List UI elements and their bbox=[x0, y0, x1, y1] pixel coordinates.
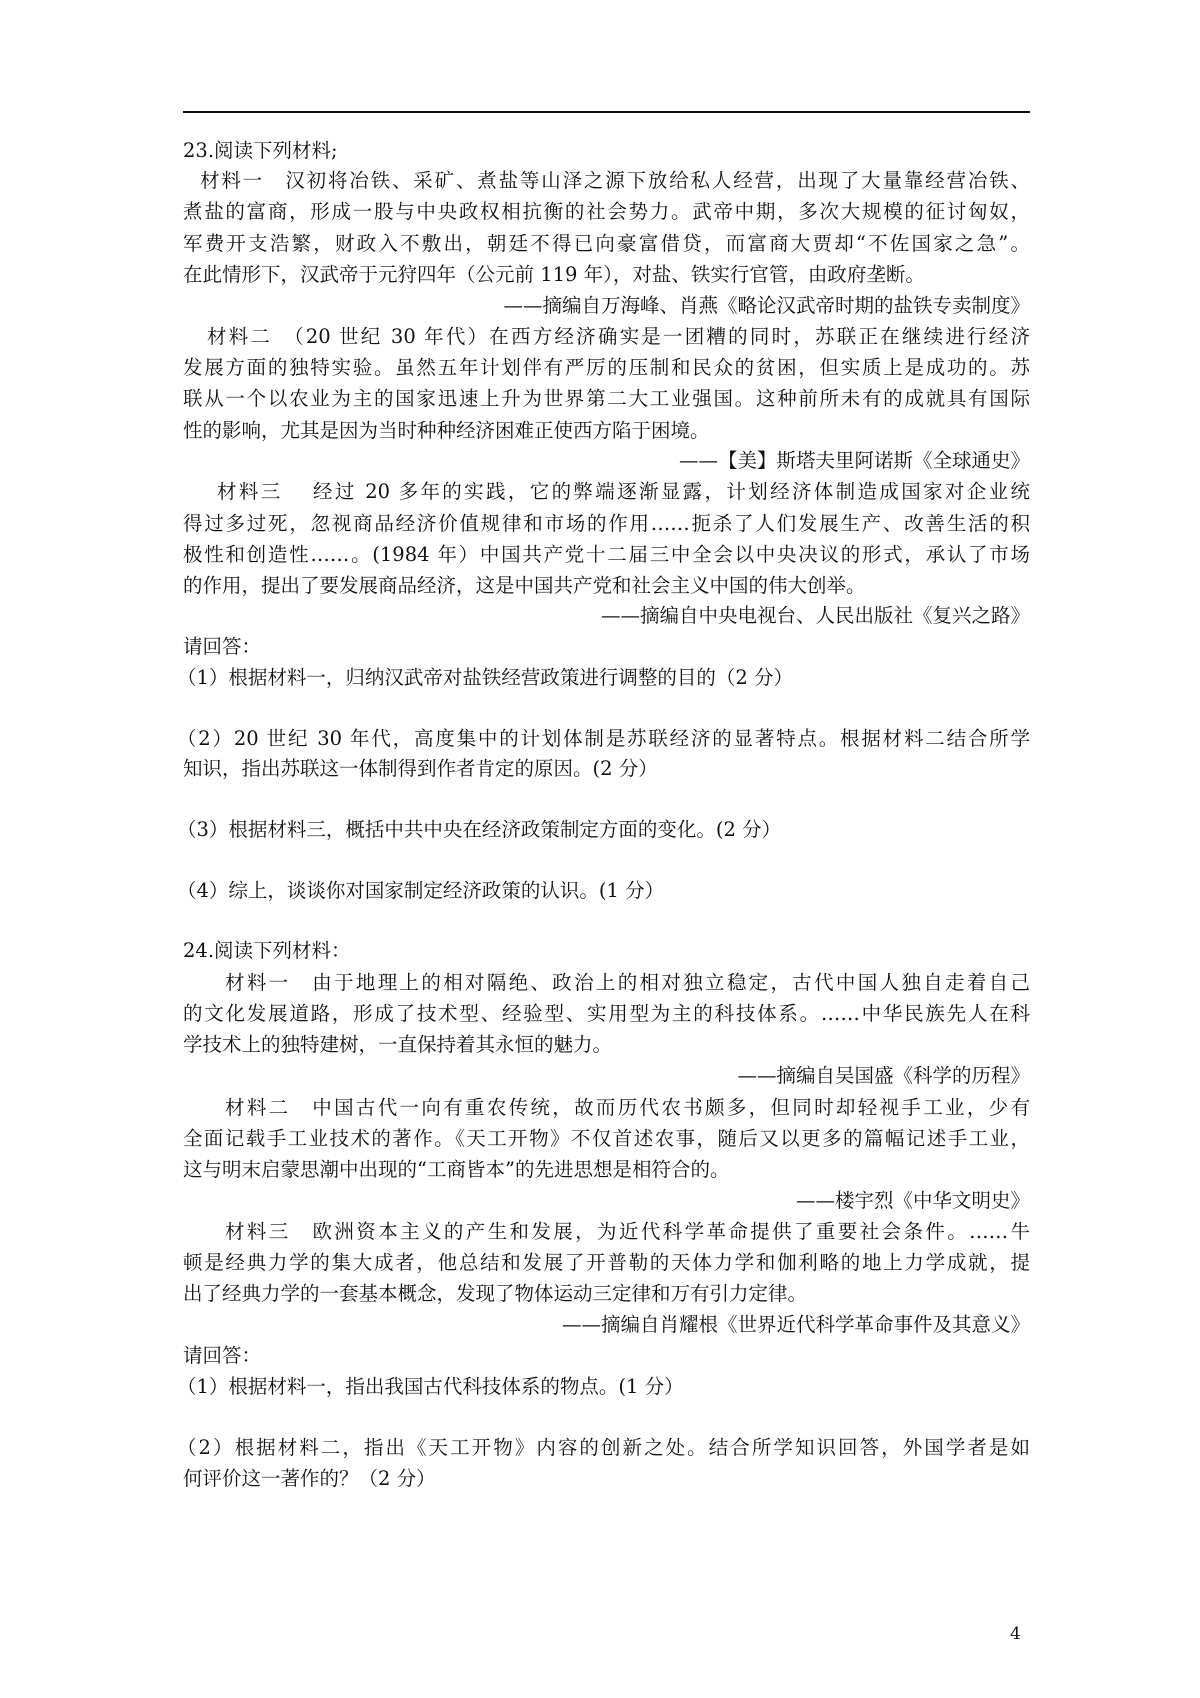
material-line: 材料一 由于地理上的相对隔绝、政治上的相对独立稳定，古代中国人独自走着自己 bbox=[225, 971, 1030, 994]
material-line: 得过多过死，忽视商品经济价值规律和市场的作用……扼杀了人们发展生产、改善生活的积 bbox=[183, 512, 1030, 535]
material-line: 出了经典力学的一套基本概念，发现了物体运动三定律和万有引力定律。 bbox=[183, 1282, 808, 1305]
material-line: 军费开支浩繁，财政入不敷出，朝廷不得已向豪富借贷，而富商大贾却“不佐国家之急”。 bbox=[183, 232, 1030, 255]
question-heading: 24.阅读下列材料： bbox=[183, 939, 351, 962]
material-line: 性的影响，尤其是因为当时种种经济困难正使西方陷于困境。 bbox=[183, 419, 710, 442]
material-line: 的文化发展道路，形成了技术型、经验型、实用型为主的科技体系。……中华民族先人在科 bbox=[183, 1002, 1030, 1025]
material-citation: ——摘编自中央电视台、人民出版社《复兴之路》 bbox=[600, 604, 1030, 627]
material-line: 全面记载手工业技术的著作。《天工开物》不仅首述农事，随后又以更多的篇幅记述手工业， bbox=[183, 1127, 1030, 1150]
sub-question: 知识，指出苏联这一体制得到作者肯定的原因。(2 分） bbox=[183, 757, 658, 780]
material-line: 材料三 经过 20 多年的实践，它的弊端逐渐显露，计划经济体制造成国家对企业统 bbox=[217, 480, 1030, 503]
answer-prompt: 请回答： bbox=[183, 1344, 262, 1367]
sub-question: 何评价这一著作的？（2 分） bbox=[183, 1467, 436, 1490]
sub-question: （2）根据材料二，指出《天工开物》内容的创新之处。结合所学知识回答，外国学者是如 bbox=[177, 1436, 1030, 1459]
page-number: 4 bbox=[1010, 1624, 1021, 1644]
material-line: 顿是经典力学的集大成者，他总结和发展了开普勒的天体力学和伽利略的地上力学成就，提 bbox=[183, 1251, 1030, 1274]
material-line: 学技术上的独特建树，一直保持着其永恒的魅力。 bbox=[183, 1033, 613, 1056]
sub-question: （1）根据材料一，指出我国古代科技体系的物点。(1 分） bbox=[177, 1375, 684, 1398]
material-line: 材料一 汉初将冶铁、采矿、煮盐等山泽之源下放给私人经营，出现了大量靠经营冶铁、 bbox=[200, 169, 1030, 192]
material-line: 煮盐的富商，形成一股与中央政权相抗衡的社会势力。武帝中期，多次大规模的征讨匈奴， bbox=[183, 200, 1030, 223]
material-citation: ——【美】斯塔夫里阿诺斯《全球通史》 bbox=[678, 449, 1030, 472]
sub-question: （2）20 世纪 30 年代，高度集中的计划体制是苏联经济的显著特点。根据材料二结合所学 bbox=[177, 727, 1030, 750]
question-heading: 23.阅读下列材料; bbox=[183, 139, 338, 162]
sub-question: （4）综上，谈谈你对国家制定经济政策的认识。(1 分） bbox=[177, 879, 665, 902]
material-line: 的作用，提出了要发展商品经济，这是中国共产党和社会主义中国的伟大创举。 bbox=[183, 574, 866, 597]
material-line: 材料二 （20 世纪 30 年代）在西方经济确实是一团糟的同时，苏联正在继续进行经济 bbox=[207, 325, 1030, 348]
material-line: 材料二 中国古代一向有重农传统，故而历代农书颇多，但同时却轻视手工业，少有 bbox=[225, 1096, 1030, 1119]
material-line: 材料三 欧洲资本主义的产生和发展，为近代科学革命提供了重要社会条件。……牛 bbox=[225, 1220, 1030, 1243]
material-line: 联从一个以农业为主的国家迅速上升为世界第二大工业强国。这种前所未有的成就具有国际 bbox=[183, 387, 1030, 410]
material-citation: ——摘编自吴国盛《科学的历程》 bbox=[737, 1064, 1030, 1087]
material-line: 发展方面的独特实验。虽然五年计划伴有严厉的压制和民众的贫困，但实质上是成功的。苏 bbox=[183, 356, 1030, 379]
material-citation: ——摘编自万海峰、肖燕《略论汉武帝时期的盐铁专卖制度》 bbox=[503, 294, 1030, 317]
header-rule bbox=[183, 111, 1030, 113]
material-line: 极性和创造性……。(1984 年）中国共产党十二届三中全会以中央决议的形式，承认了市场 bbox=[183, 543, 1030, 566]
material-line: 这与明末启蒙思潮中出现的“工商皆本”的先进思想是相符合的。 bbox=[183, 1158, 730, 1181]
sub-question: （1）根据材料一，归纳汉武帝对盐铁经营政策进行调整的目的（2 分） bbox=[177, 666, 794, 689]
material-citation: ——摘编自肖耀根《世界近代科学革命事件及其意义》 bbox=[561, 1313, 1030, 1336]
answer-prompt: 请回答： bbox=[183, 635, 262, 658]
material-line: 在此情形下，汉武帝于元狩四年（公元前 119 年），对盐、铁实行官管，由政府垄断。 bbox=[183, 263, 925, 286]
sub-question: （3）根据材料三，概括中共中央在经济政策制定方面的变化。(2 分） bbox=[177, 818, 782, 841]
material-citation: ——楼宇烈《中华文明史》 bbox=[795, 1189, 1030, 1212]
